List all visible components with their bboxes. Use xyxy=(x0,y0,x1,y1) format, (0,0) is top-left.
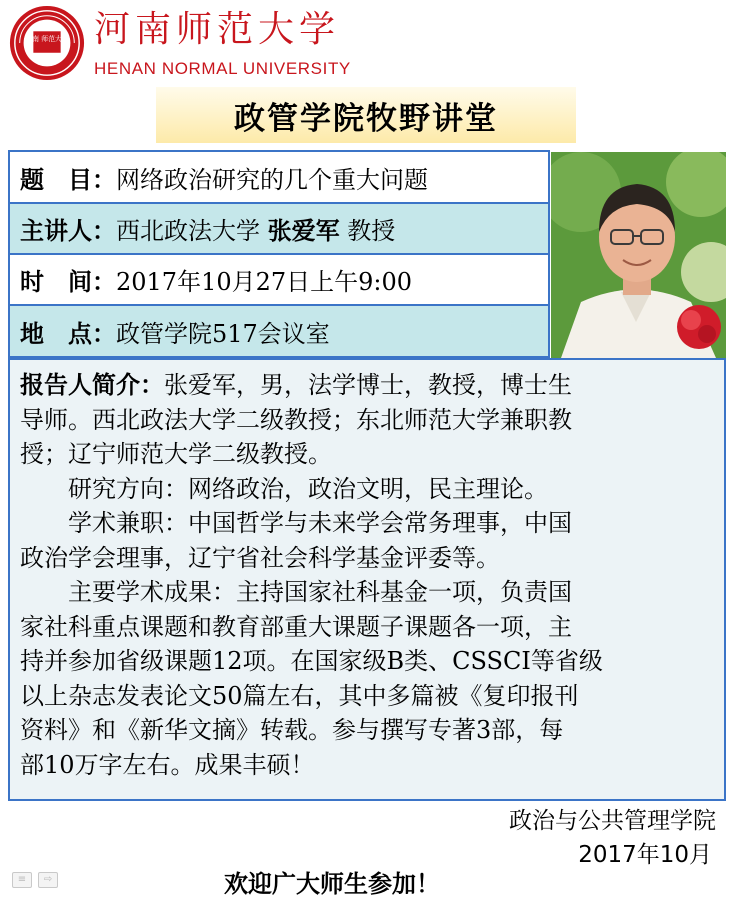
university-name-en: HENAN NORMAL UNIVERSITY xyxy=(94,59,351,78)
lecture-info-table xyxy=(8,150,550,358)
slide-controls xyxy=(12,872,58,888)
speaker-bio-panel xyxy=(8,358,726,801)
bio-achieve-line3: 持并参加省级课题12项。在国家级B类、CSSCI等省级 xyxy=(20,647,603,675)
bio-achieve-line2: 家社科重点课题和教育部重大课题子课题各一项，主 xyxy=(20,612,572,641)
bio-achieve-line4: 以上杂志发表论文50篇左右，其中多篇被《复印报刊 xyxy=(20,681,579,710)
seal-text: 河南 师范大学 xyxy=(25,35,69,44)
time-label: 时 间 xyxy=(20,268,92,296)
place-value: 政管学院517会议室 xyxy=(116,319,330,348)
time-row xyxy=(10,255,548,306)
organizer-signature: 政治与公共管理学院 xyxy=(509,808,716,834)
speaker-label: 主讲人 xyxy=(20,217,92,245)
speaker-sep: ： xyxy=(92,217,116,245)
bio-intro-line3: 授；辽宁师范大学二级教授。 xyxy=(20,440,332,468)
bio-intro-line1: 张爱军，男，法学博士，教授，博士生 xyxy=(164,371,572,399)
welcome-message: 欢迎广大师生参加！ xyxy=(224,870,440,898)
bio-achieve-line1: 主要学术成果：主持国家社科基金一项，负责国 xyxy=(20,578,572,606)
signature-date: 2017年10月 xyxy=(578,842,712,868)
bio-achieve-line6: 部10万字左右。成果丰硕！ xyxy=(20,750,315,779)
place-sep: ： xyxy=(92,319,116,348)
place-label: 地 点 xyxy=(20,319,92,348)
bio-part-time-line1: 学术兼职：中国哲学与未来学会常务理事，中国 xyxy=(20,509,572,537)
topic-sep: ： xyxy=(92,165,116,194)
topic-row xyxy=(10,152,548,204)
bio-intro-line2: 导师。西北政法大学二级教授；东北师范大学兼职教 xyxy=(20,405,572,434)
time-sep: ： xyxy=(92,268,116,296)
lecture-series-banner xyxy=(156,87,576,143)
slide-next-icon[interactable]: ⇨ xyxy=(38,872,58,888)
slide-menu-icon[interactable]: ≡ xyxy=(12,872,32,888)
speaker-row xyxy=(10,204,548,255)
bio-achieve-line5: 资料》和《新华文摘》转载。参与撰写专著3部，每 xyxy=(20,716,564,744)
speaker-photo xyxy=(551,152,726,358)
topic-label: 题 目 xyxy=(20,165,92,194)
university-seal-icon xyxy=(8,4,86,82)
speaker-org: 西北政法大学 xyxy=(116,217,260,245)
bio-research: 研究方向：网络政治，政治文明，民主理论。 xyxy=(20,474,548,503)
speaker-name: 张爱军 xyxy=(267,217,340,245)
place-row xyxy=(10,306,548,356)
bio-line-1 xyxy=(20,368,720,403)
time-value: 2017年10月27日上午9:00 xyxy=(116,268,413,296)
bio-part-time-line2: 政治学会理事，辽宁省社会科学基金评委等。 xyxy=(20,543,500,572)
university-name-cn: 河南师范大学 xyxy=(94,9,341,50)
speaker-title: 教授 xyxy=(347,217,396,245)
bio-intro-label: 报告人简介： xyxy=(20,371,164,399)
topic-value: 网络政治研究的几个重大问题 xyxy=(116,165,428,194)
lecture-series-title: 政管学院牧野讲堂 xyxy=(234,100,498,137)
